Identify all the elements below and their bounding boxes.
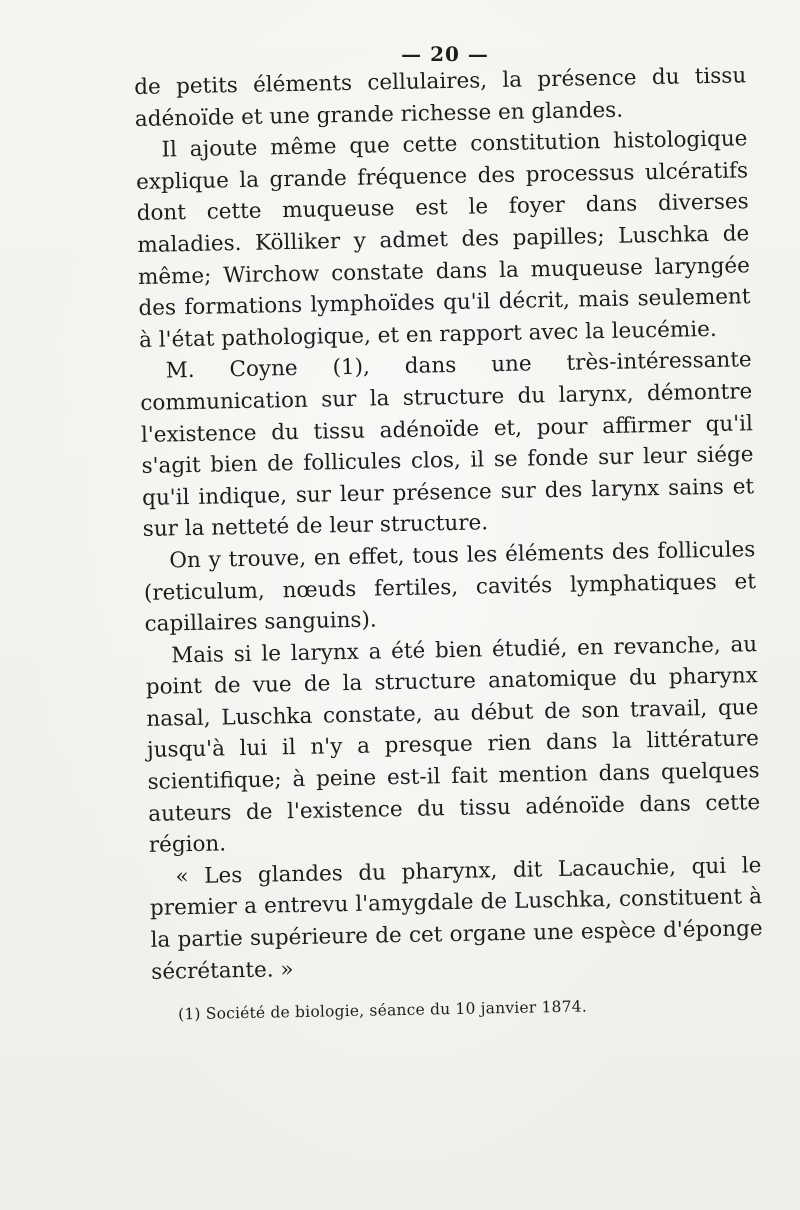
footnote: (1) Société de biologie, séance du 10 janvier 1874. [177, 997, 588, 1024]
paragraph-5: Mais si le larynx a été bien étudié, en revanche, au point de vue de la structure anatomique du pharynx nasal, Luschka constate, au début de son travail, que jusqu'à lui il n'y a presque rien dans la littérature scientifique; à peine est-il fait mention dans quelques auteurs de l'existence du tissu adénoïde dans cette région. [145, 631, 761, 859]
paragraph-3: M. Coyne (1), dans une très-intéressante communication sur la structure du larynx, démontre l'existence du tissu adénoïde et, pour affirmer qu'il s'agit bien de follicules clos, il se fonde sur leur siége qu'il indique, sur leur présence sur des larynx sains et sur la netteté de leur structure. [140, 347, 755, 543]
page-number: — 20 — [401, 42, 489, 66]
paragraph-4: On y trouve, en effet, tous les éléments des follicules (reticulum, nœuds fertiles, cavités lymphatiques et capillaires sanguins). [143, 537, 757, 637]
paragraph-6: « Les glandes du pharynx, dit Lacauchie, qui le premier a entrevu l'amygdale de Luschka, constituent à la partie supérieure de cet organe une espèce d'éponge sécrétante. » [149, 852, 763, 985]
paragraph-1: de petits éléments cellulaires, la présence du tissu adénoïde et une grande richesse en glandes. [134, 63, 747, 132]
body-text [134, 60, 764, 1026]
paragraph-2: Il ajoute même que cette constitution histologique explique la grande fréquence des processus ulcératifs dont cette muqueuse est le foyer dans diverses maladies. Kölliker y admet des papilles; Luschka de même; Wirchow constate dans la muqueuse laryngée des formations lymphoïdes qu'il décrit, mais seulement à l'état pathologique, et en rapport avec la leucémie. [135, 126, 751, 353]
